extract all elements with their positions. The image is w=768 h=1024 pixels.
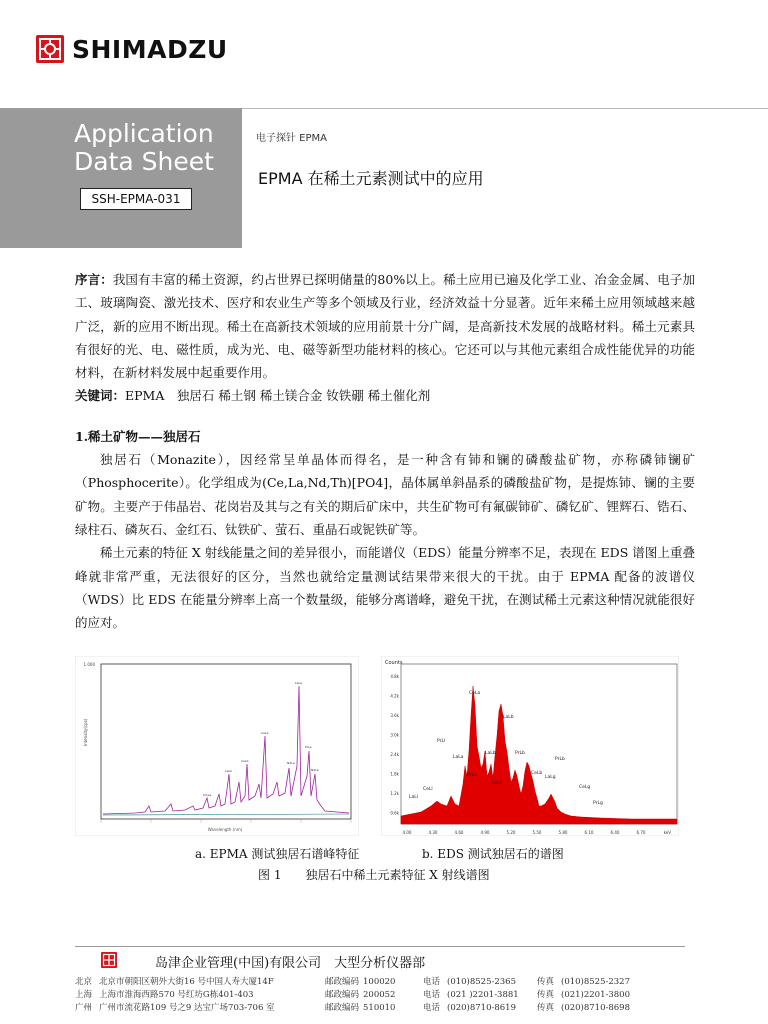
svg-text:Intensity(cps): Intensity(cps) — [83, 718, 88, 746]
svg-text:PrLa: PrLa — [305, 745, 312, 749]
eds-x-tick-label: 4.90 — [480, 830, 490, 835]
footer-city: 北京 — [75, 977, 93, 987]
figure-b-caption: b. EDS 测试独居石的谱图 — [422, 847, 564, 861]
footer-fax-label: 传真 — [537, 1003, 555, 1013]
figure-b-eds-spectrum — [381, 656, 679, 836]
eds-spectrum-chart — [381, 656, 679, 836]
subject-label: 电子探针 EPMA — [256, 133, 327, 144]
footer-company-name: 岛津企业管理(中国)有限公司 大型分析仪器部 — [155, 956, 426, 971]
shimadzu-logo — [36, 34, 228, 64]
footer-addr: 上海市淮海西路570 号红坊G栋401-403 — [99, 990, 254, 1000]
keywords-line — [75, 384, 695, 407]
epma-spectrum-image — [75, 656, 359, 836]
svg-text:LaLa: LaLa — [295, 681, 303, 685]
footer-address-row — [75, 1002, 695, 1015]
footer-divider — [75, 946, 685, 947]
keywords-label: 关键词： — [75, 388, 126, 404]
eds-peak-label: CeLa — [469, 691, 481, 696]
figure-a-caption: a. EPMA 测试独居石谱峰特征 — [195, 847, 360, 861]
eds-y-tick-label: 4.8k — [390, 674, 399, 679]
eds-peak-label: LaLl — [409, 795, 419, 800]
footer-tel-label: 电话 — [423, 977, 441, 987]
footer-addr: 广州市流花路109 号之9 达宝广场703-706 室 — [99, 1003, 275, 1013]
eds-y-tick-label: 3.6k — [390, 713, 399, 718]
eds-peak-label: CeLb — [531, 771, 543, 776]
preface-paragraph — [75, 268, 695, 384]
footer-fax: (010)8525-2327 — [561, 977, 630, 987]
eds-x-tick-label: 6.70 — [636, 830, 646, 835]
figure-a-epma-spectrum — [75, 656, 359, 836]
footer-tel-label: 电话 — [423, 990, 441, 1000]
section-heading: 1.稀土矿物——独居石 — [75, 428, 201, 444]
footer-zip-label: 邮政编码 — [325, 1003, 360, 1013]
footer-zip: 100020 — [363, 977, 396, 987]
footer-tel-label: 电话 — [423, 1003, 441, 1013]
eds-y-tick-label: 3.0k — [390, 732, 399, 738]
footer-fax-label: 传真 — [537, 990, 555, 1000]
eds-peak-label: CeLl — [423, 787, 433, 792]
footer-zip: 510010 — [363, 1003, 396, 1013]
svg-text:SmLa: SmLa — [203, 793, 212, 797]
svg-text:NdLb: NdLb — [311, 768, 319, 772]
eds-x-tick-label: 4.60 — [454, 830, 464, 835]
eds-peak-label: LaLa — [453, 755, 464, 760]
svg-text:LaLb: LaLb — [225, 769, 233, 773]
eds-peak-label: PrLb — [515, 751, 525, 756]
document-body — [75, 268, 695, 634]
eds-peak-label: CeLg — [579, 785, 591, 790]
footer-fax: (021)2201-3800 — [561, 990, 630, 1000]
footer-tel: (021 )2201-3881 — [447, 990, 519, 1000]
document-title: EPMA 在稀土元素测试中的应用 — [258, 169, 484, 188]
shimadzu-footer-logo-icon — [101, 952, 117, 968]
footer-address-row — [75, 976, 695, 989]
svg-text:CeLa: CeLa — [261, 731, 269, 735]
footer-city: 上海 — [75, 990, 93, 1000]
eds-x-tick-label: 4.30 — [428, 830, 438, 835]
eds-y-tick-label: 0.6k — [390, 810, 399, 816]
eds-peak-label: PrLa — [467, 773, 477, 778]
eds-y-tick-label: 4.2k — [390, 693, 399, 699]
footer-zip: 200052 — [363, 990, 396, 1000]
eds-peak-label: PrLg — [593, 801, 603, 806]
eds-x-tick-label: 5.50 — [532, 830, 542, 835]
footer-address-row — [75, 989, 695, 1002]
header-divider — [242, 108, 768, 109]
figure-1-caption: 图 1 独居石中稀土元素特征 X 射线谱图 — [258, 868, 490, 882]
footer-address-table — [75, 976, 695, 1015]
footer-zip-label: 邮政编码 — [325, 990, 360, 1000]
brand-name: SHIMADZU — [72, 34, 228, 64]
preface-text: 我国有丰富的稀土资源，约占世界已探明储量的80%以上。稀土应用已遍及化学工业、冶金金属、电子加工、玻璃陶瓷、激光技术、医疗和农业生产等多个领域及行业，经济效益十分显著。近年来稀土应用领域越来越广泛，新的应用不断出现。稀土在高新技术领域的应用前景十分广阔，是高新技术发展的战略材料。稀土元素具有很好的光、电、磁性质，成为光、电、磁等新型功能材料的核心。它还可以与其他元素组合成性能优异的功能材料，在新材料发展中起重要作用。 — [75, 272, 695, 381]
eds-y-tick-label: 2.4k — [390, 752, 399, 757]
eds-y-tick-label: 1.8k — [390, 771, 399, 777]
eds-peak-label: LaLb — [503, 715, 514, 720]
eds-x-tick-label: 4.00 — [402, 830, 412, 835]
document-number: SSH-EPMA-031 — [80, 188, 192, 210]
footer-fax-label: 传真 — [537, 977, 555, 987]
eds-peak-label: CeLb — [491, 781, 503, 786]
shimadzu-logo-icon — [36, 35, 64, 63]
app-data-sheet-banner — [0, 108, 242, 248]
eds-x-tick-label: 5.80 — [558, 830, 568, 835]
eds-x-unit: keV — [663, 830, 671, 835]
footer-tel: (010)8525-2365 — [447, 977, 516, 987]
footer-tel: (020)8710-8619 — [447, 1003, 516, 1013]
footer-addr: 北京市朝阳区朝外大街16 号中国人寿大厦14F — [99, 977, 274, 987]
svg-text:CeLb: CeLb — [241, 759, 249, 763]
banner-line1: Application — [74, 119, 214, 148]
eds-y-tick-label: 1.2k — [390, 791, 399, 796]
eds-peak-label: LaLg — [545, 775, 556, 780]
footer-fax: (020)8710-8698 — [561, 1003, 630, 1013]
section-paragraph-2: 稀土元素的特征 X 射线能量之间的差异很小，而能谱仪（EDS）能量分辨率不足，表现在 EDS 谱图上重叠峰就非常严重，无法很好的区分，当然也就给定量测试结果带来很大的干扰。由于 EPMA 配备的波谱仪（WDS）比 EDS 在能量分辨率上高一个数量级，能够分离谱峰，避免干扰，在测试稀土元素这种情况就能很好的应对。 — [75, 545, 695, 631]
section-paragraph-1: 独居石（Monazite），因经常呈单晶体而得名，是一种含有铈和镧的磷酸盐矿物，亦称磷铈镧矿（Phosphocerite）。化学组成为(Ce,La,Nd,Th)[PO4]，晶体属单斜晶系的磷酸盐矿物，是提炼铈、镧的主要矿物。主要产于伟晶岩、花岗岩及其与之有关的期后矿床中，共生矿物可有氟碳铈矿、磷钇矿、锂辉石、锆石、绿柱石、磷灰石、金红石、钛铁矿、萤石、重晶石或铌铁矿等。 — [75, 452, 695, 537]
eds-peak-label: PrLl — [437, 739, 446, 744]
footer-zip-label: 邮政编码 — [325, 977, 360, 987]
eds-x-tick-label: 6.40 — [610, 830, 620, 835]
svg-text:1.000: 1.000 — [83, 662, 95, 667]
eds-x-tick-label: 6.10 — [584, 830, 594, 835]
eds-peak-label: PrLb — [555, 757, 565, 762]
keywords-text: EPMA 独居石 稀土钢 稀土镁合金 钕铁硼 稀土催化剂 — [125, 388, 431, 404]
svg-text:NdLa: NdLa — [287, 761, 295, 765]
eds-y-label: Counts — [385, 660, 403, 666]
footer-city: 广州 — [75, 1003, 93, 1013]
eds-peak-label: LaLb — [485, 751, 496, 756]
preface-label: 序言： — [75, 272, 113, 287]
svg-text:Wavelength (nm): Wavelength (nm) — [207, 827, 243, 832]
banner-line2: Data Sheet — [74, 147, 214, 176]
eds-x-tick-label: 5.20 — [506, 830, 516, 835]
